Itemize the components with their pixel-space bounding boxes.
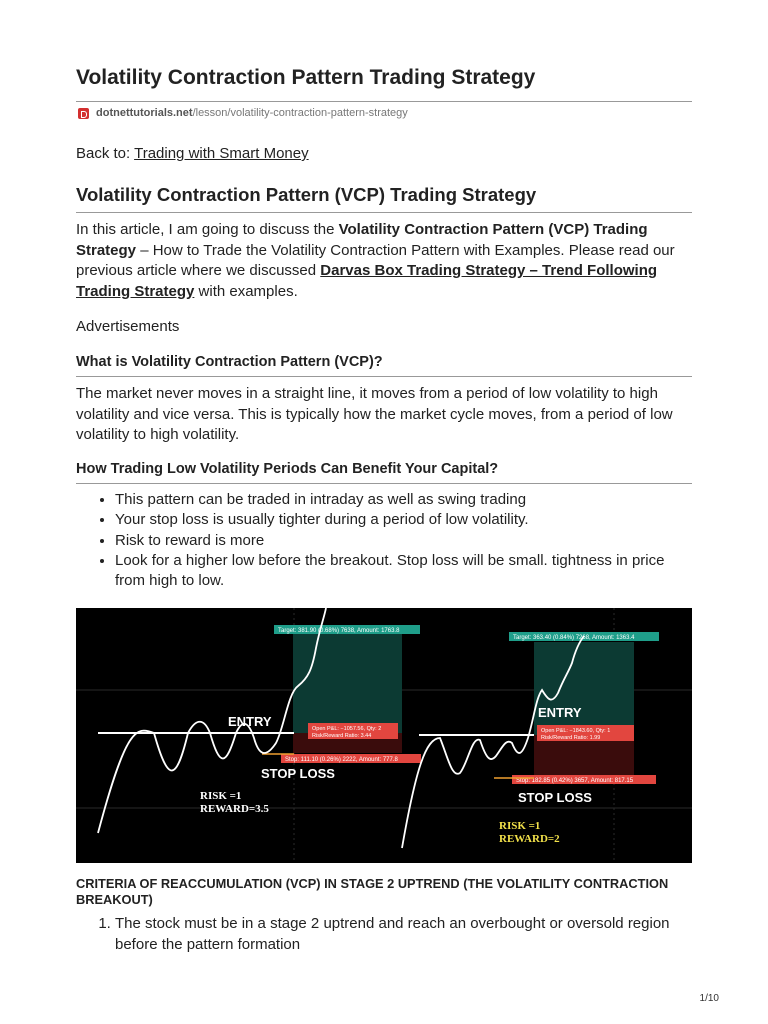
left-open-pnl: Open P&L: −1057.56, Qty: 2 [312, 726, 382, 732]
back-to-prefix: Back to: [76, 145, 135, 162]
right-stop-zone [534, 735, 634, 780]
what-is-heading: What is Volatility Contraction Pattern (VCP)? [76, 354, 383, 370]
right-target-zone [534, 642, 634, 735]
right-risk-label: RISK =1 [499, 820, 541, 832]
title-divider [76, 101, 692, 102]
back-to-link[interactable]: Trading with Smart Money [134, 145, 309, 162]
criteria-heading: CRITERIA OF REACCUMULATION (VCP) IN STAGE 2 UPTREND (THE VOLATILITY CONTRACTION BREAKOUT) [76, 876, 669, 907]
list-item: • Look for a higher low before the breakout. Stop loss will be small. tightness in price from high to low. [115, 551, 692, 592]
intro-text-1: In this article, I am going to discuss the [76, 221, 339, 238]
left-rr-label: Risk/Reward Ratio: 3.44 [312, 733, 372, 739]
benefit-list [76, 490, 692, 591]
what-is-divider [76, 376, 692, 377]
left-reward-label: REWARD=3.5 [200, 803, 269, 815]
list-item: • This pattern can be traded in intraday as well as swing trading [115, 490, 692, 510]
criteria-list [76, 914, 692, 955]
list-item: • Risk to reward is more [115, 531, 692, 551]
right-stop-tag-label: Stop: 182.85 (0.42%) 3657, Amount: 817.15 [516, 778, 634, 784]
how-divider [76, 483, 692, 484]
what-is-body: The market never moves in a straight line, it moves from a period of low volatility to high volatility and vice versa. This is typically how the market cycle moves, from a period of low volatility to high volatility. [76, 385, 673, 443]
left-stop-tag-label: Stop: 111.10 (0.26%) 2222, Amount: 777.8 [285, 757, 398, 763]
page-title: Volatility Contraction Pattern Trading Strategy [76, 66, 536, 89]
right-rr-label: Risk/Reward Ratio: 1.99 [541, 735, 601, 741]
intro-text-3: with examples. [194, 282, 298, 300]
right-reward-label: REWARD=2 [499, 833, 560, 845]
intro-bold: Volatility Contraction Pattern (VCP) Trading Strategy [76, 221, 648, 259]
advertisements-label: Advertisements [76, 318, 180, 335]
source-url[interactable] [78, 107, 408, 119]
source-path[interactable]: /lesson/volatility-contraction-pattern-strategy [192, 107, 408, 119]
intro-paragraph [76, 220, 692, 302]
right-open-pnl: Open P&L: −1843.60, Qty: 1 [541, 728, 611, 734]
vcp-chart-svg [76, 608, 692, 863]
section-divider [76, 212, 692, 213]
darvas-box-link[interactable]: Darvas Box Trading Strategy – Trend Following Trading Strategy [76, 262, 658, 300]
right-stop-label: STOP LOSS [518, 790, 592, 805]
list-item: • Your stop loss is usually tighter during a period of low volatility. [115, 510, 692, 530]
left-entry-label: ENTRY [228, 714, 272, 729]
page-number: 1/10 [699, 993, 719, 1004]
source-domain[interactable]: dotnettutorials.net [96, 107, 193, 119]
vcp-chart-image [76, 608, 692, 863]
list-item: 1. The stock must be in a stage 2 uptrend and reach an overbought or oversold region before the pattern formation [115, 914, 692, 955]
how-heading: How Trading Low Volatility Periods Can Benefit Your Capital? [76, 461, 499, 477]
left-risk-label: RISK =1 [200, 790, 242, 802]
favicon-icon [78, 108, 89, 119]
back-to-line [76, 144, 692, 165]
right-target-label: Target: 363.40 (0.84%) 7268, Amount: 1363.4 [513, 635, 635, 641]
right-entry-label: ENTRY [538, 705, 582, 720]
left-stop-label: STOP LOSS [261, 766, 335, 781]
left-target-zone [293, 633, 402, 733]
intro-text-2: – How to Trade the Volatility Contraction Pattern with Examples. Please read our previous article where we discussed [76, 241, 675, 279]
section-title: Volatility Contraction Pattern (VCP) Trading Strategy [76, 184, 537, 205]
left-target-label: Target: 381.90 (0.68%) 7638, Amount: 1763.8 [278, 628, 400, 634]
